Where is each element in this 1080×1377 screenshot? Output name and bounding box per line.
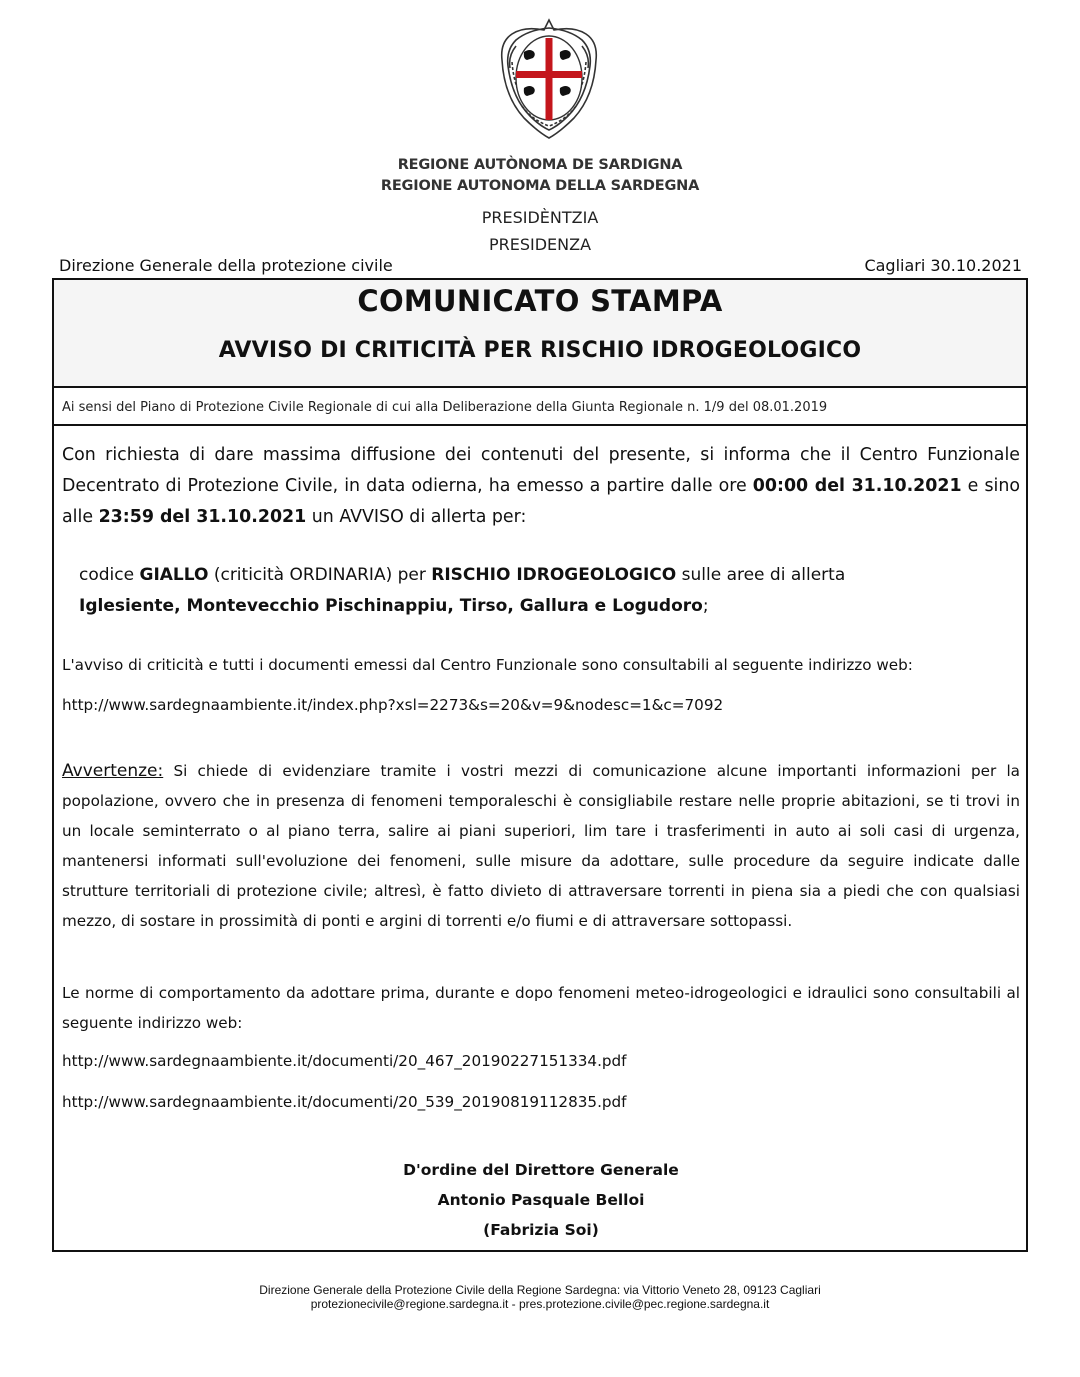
- document-title: COMUNICATO STAMPA: [357, 284, 723, 318]
- alert-level: (criticità ORDINARIA) per: [208, 565, 432, 585]
- intro-text-3: un AVVISO di allerta per:: [306, 507, 527, 527]
- norms-link-1[interactable]: http://www.sardegnaambiente.it/documenti/20_467_20190227151334.pdf: [62, 1052, 627, 1070]
- alert-end-time: 23:59 del 31.10.2021: [98, 507, 307, 527]
- alert-details: [79, 560, 1020, 622]
- alert-start-time: 00:00 del 31.10.2021: [752, 476, 962, 496]
- docs-link[interactable]: http://www.sardegnaambiente.it/index.php?xsl=2273&s=20&v=9&nodesc=1&c=7092: [62, 696, 724, 714]
- norms-text: Le norme di comportamento da adottare prima, durante e dopo fenomeni meteo-idrogeologici e idraulici sono consultabili al seguente indirizzo web:: [62, 984, 1020, 1032]
- intro-text-2: e sino alle: [62, 476, 1021, 527]
- region-name-italian: REGIONE AUTONOMA DELLA SARDEGNA: [380, 178, 700, 194]
- warnings-label: Avvertenze:: [62, 761, 164, 781]
- sardinia-coat-of-arms-logo: [494, 16, 604, 142]
- title-panel: [54, 280, 1026, 388]
- signature-delegate: (Fabrizia Soi): [483, 1221, 599, 1239]
- region-name-sardinian: REGIONE AUTÒNOMA DE SARDIGNA: [397, 157, 683, 173]
- norms-link-2[interactable]: http://www.sardegnaambiente.it/documenti/20_539_20190819112835.pdf: [62, 1093, 627, 1111]
- warnings-paragraph: [62, 756, 1020, 936]
- alert-code: GIALLO: [139, 565, 209, 585]
- alert-risk: RISCHIO IDROGEOLOGICO: [431, 565, 677, 585]
- place-date: Cagliari 30.10.2021: [864, 256, 1022, 275]
- footer-address: Direzione Generale della Protezione Civile della Regione Sardegna: via Vittorio Veneto 28, 09123 Cagliari: [259, 1283, 821, 1297]
- document-subtitle: AVVISO DI CRITICITÀ PER RISCHIO IDROGEOLOGICO: [218, 338, 862, 363]
- alert-suffix: ;: [702, 596, 709, 616]
- department-name: Direzione Generale della protezione civile: [59, 256, 393, 275]
- docs-text: L'avviso di criticità e tutti i documenti emessi dal Centro Funzionale sono consultabili al seguente indirizzo web:: [62, 656, 913, 674]
- signature-name: Antonio Pasquale Belloi: [437, 1191, 645, 1209]
- alert-areas-label: sulle aree di allerta: [676, 565, 846, 585]
- press-release-frame: [52, 278, 1028, 1252]
- intro-text-1: Con richiesta di dare massima diffusione dei contenuti del presente, si informa che il Centro Funzionale Decentrato di Protezione Civile, in data odierna, ha emesso a partire dalle ore: [62, 445, 1020, 496]
- warnings-text: Si chiede di evidenziare tramite i vostri mezzi di comunicazione alcune importanti informazioni per la popolazione, ovvero che in presenza di fenomeni temporaleschi è consigliabile restare nelle proprie abitazioni, se ti trovi in un locale seminterrato o al piano terra, salire ai piani superiori, lim tare i trasferimenti in auto ai soli casi di urgenza, mantenersi informati sull'evoluzione dei fenomeni, sulle misure da adottare, sulle procedure da seguire indicate dalle strutture territoriali di protezione civile; altresì, è fatto divieto di attraversare torrenti in piena sia a piedi che con qualsiasi mezzo, di sostare in prossimità di ponti e argini di torrenti e/o fiumi e di attraversare sottopassi.: [62, 762, 1020, 930]
- intro-paragraph: [62, 440, 1020, 533]
- footer-emails: protezionecivile@regione.sardegna.it - pres.protezione.civile@pec.regione.sardegna.it: [310, 1297, 770, 1311]
- alert-prefix: codice: [79, 565, 140, 585]
- presidency-sardinian: PRESIDÈNTZIA: [481, 208, 599, 227]
- alert-areas: Iglesiente, Montevecchio Pischinappiu, Tirso, Gallura e Logudoro: [79, 596, 703, 616]
- presidency-italian: PRESIDENZA: [488, 235, 592, 254]
- signature-line-1: D'ordine del Direttore Generale: [403, 1161, 679, 1179]
- legal-reference: Ai sensi del Piano di Protezione Civile Regionale di cui alla Deliberazione della Giunta Regionale n. 1/9 del 08.01.2019: [54, 388, 1026, 426]
